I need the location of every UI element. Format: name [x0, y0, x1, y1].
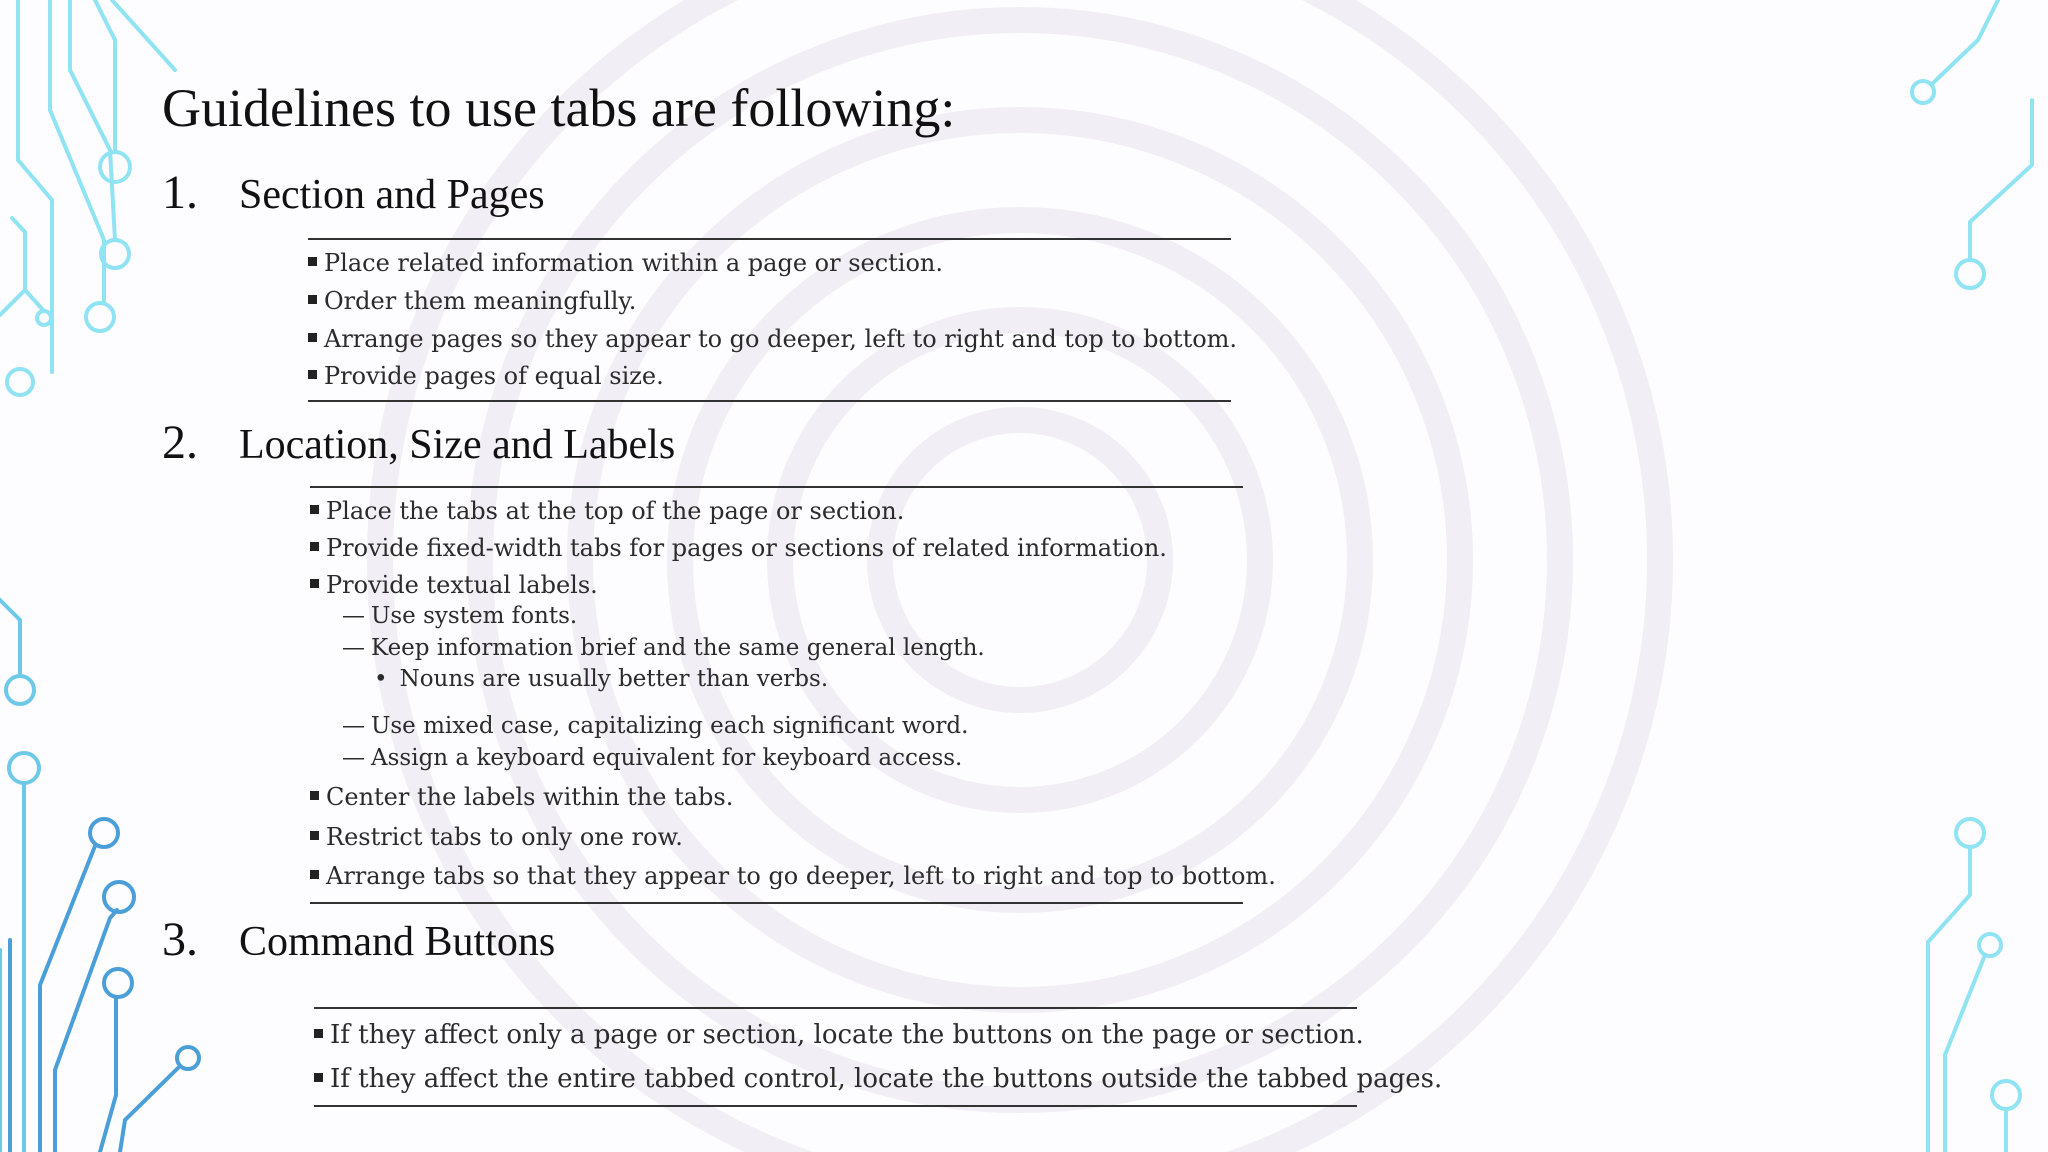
dash-bullet-icon: —: [342, 603, 365, 629]
list-item: Order them meaningfully.: [308, 286, 636, 316]
list-item: Center the labels within the tabs.: [310, 782, 733, 812]
list-item: Arrange tabs so that they appear to go deeper, left to right and top to bottom.: [310, 861, 1276, 891]
dash-bullet-icon: —: [342, 745, 365, 771]
list-item: Arrange pages so they appear to go deeper, left to right and top to bottom.: [308, 324, 1237, 354]
list-subitem: — Use mixed case, capitalizing each significant word.: [342, 713, 969, 739]
square-bullet-icon: [310, 505, 319, 514]
square-bullet-icon: [314, 1073, 323, 1082]
section-number-1: 1.: [162, 166, 198, 219]
list-item: If they affect only a page or section, locate the buttons on the page or section.: [314, 1019, 1364, 1051]
square-bullet-icon: [310, 579, 319, 588]
square-bullet-icon: [310, 791, 319, 800]
list-item: Provide pages of equal size.: [308, 361, 664, 391]
section-2-list: [310, 486, 1276, 904]
square-bullet-icon: [310, 542, 319, 551]
list-subitem: — Use system fonts.: [342, 603, 578, 629]
square-bullet-icon: [308, 295, 317, 304]
list-item: Restrict tabs to only one row.: [310, 822, 683, 852]
list-subsubitem: • Nouns are usually better than verbs.: [374, 666, 829, 692]
section-heading-3: [162, 915, 555, 967]
list-item: Place related information within a page or section.: [308, 248, 943, 278]
square-bullet-icon: [308, 257, 317, 266]
section-heading-2: [162, 418, 675, 470]
section-heading-1: [162, 168, 545, 220]
list-item: Provide textual labels.: [310, 570, 598, 600]
square-bullet-icon: [310, 870, 319, 879]
dash-bullet-icon: —: [342, 635, 365, 661]
square-bullet-icon: [310, 831, 319, 840]
section-title-2: Location, Size and Labels: [239, 422, 676, 468]
list-item: Place the tabs at the top of the page or section.: [310, 496, 904, 526]
section-title-1: Section and Pages: [239, 172, 545, 218]
list-subitem: — Assign a keyboard equivalent for keyboard access.: [342, 745, 963, 771]
dot-bullet-icon: •: [374, 666, 388, 692]
square-bullet-icon: [308, 370, 317, 379]
slide-title: Guidelines to use tabs are following:: [162, 78, 956, 138]
section-3-list: [314, 1007, 1443, 1107]
square-bullet-icon: [314, 1029, 323, 1038]
dash-bullet-icon: —: [342, 713, 365, 739]
section-title-3: Command Buttons: [239, 919, 556, 965]
section-number-3: 3.: [162, 913, 198, 966]
square-bullet-icon: [308, 333, 317, 342]
section-number-2: 2.: [162, 416, 198, 469]
list-subitem: — Keep information brief and the same general length.: [342, 635, 985, 661]
list-item: Provide fixed-width tabs for pages or sections of related information.: [310, 533, 1167, 563]
section-1-list: [308, 238, 1238, 402]
list-item: If they affect the entire tabbed control, locate the buttons outside the tabbed pages.: [314, 1063, 1442, 1095]
